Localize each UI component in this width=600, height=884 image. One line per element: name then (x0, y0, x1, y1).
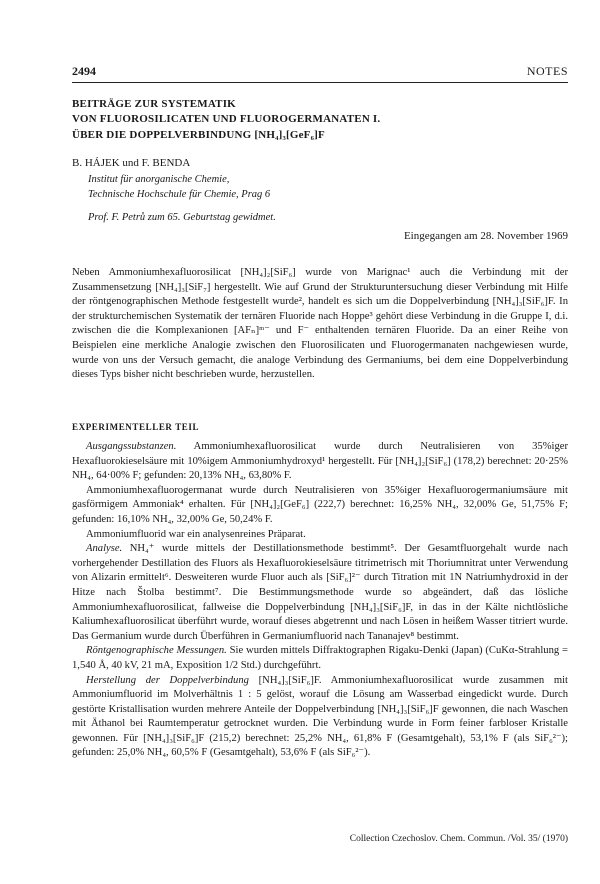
intro-paragraph: Neben Ammoniumhexafluorosilicat [NH₄]₂[SiF₆] wurde von Marignac¹ auch die Verbindung mit der Zusammensetzung [NH₄]₃[SiF₇] hergestellt. Wie auf Grund der Strukturuntersuchung dieser Verbindung mit Hilfe der röntgenographischen Methode festgestellt wurde², handelt es sich um die Doppelverbindung [NH₄]₃[SiF₆]F. In der strukturchemischen Systematik der ternären Fluoride nach Hoppe³ gehört diese Verbindung in die Gruppe I, d.i. zwischen die die Komplexanionen [AFₙ]ᵐ⁻ und F⁻ enthaltenden ternären Fluoride. Da an einer Reihe von Beispielen eine merkliche Analogie zwischen den Fluorosilicaten und Fluorogermanaten nachgewiesen wurde, wurde von uns der Versuch gemacht, die analoge Verbindung des Germaniums, bei dem eine Doppelverbindung dieses Typs bisher nicht beschrieben wurde, herzustellen. (72, 267, 568, 381)
experimental-section (72, 440, 568, 761)
paragraph-text: [NH₄]₃[SiF₆]F. Ammoniumhexafluorosilicat wurde zusammen mit Ammoniumfluorid im Molverhältnis 1 : 5 gelöst, worauf die Lösung am Wasserbad eingedickt wurde. Durch gestörte Kristallisation wurden mehrere Anteile der Doppelverbindung [NH₄]₃[SiF₆]F gewonnen, die nach Waschen mit Äthanol bei Raumtemperatur getrocknet wurden. Die Verbindung wurde in Form feiner farbloser Kristalle gewonnen. Für [NH₄]₃[SiF₆]F (215,2) berechnet: 25,2% NH₄, 61,8% F (Gesamtgehalt), 53,1% F (als SiF₆²⁻); gefunden: 25,0% NH₄, 60,5% F (Gesamtgehalt), 53,6% F (als SiF₆²⁻). (72, 674, 568, 759)
received-date: Eingegangen am 28. November 1969 (403, 230, 568, 242)
paragraph-ammonium-fluoride: Ammoniumfluorid war ein analysenreines Präparat. (86, 528, 306, 540)
journal-footer: Collection Czechoslov. Chem. Commun. /Vol. 35/ (1970) (349, 834, 568, 844)
paragraph-text: NH₄⁺ wurde mittels der Destillationsmethode bestimmt⁵. Der Gesamtfluorgehalt wurde nach vorhergehender Destillation des Fluors als Hexafluorokieselsäure titrimetrisch mit Thoriumnitrat unter Verwendung von Alizarin ermittelt⁶. Desweiteren wurde Fluor auch als [SiF₆]²⁻ durch Titration mit 1N Natriumhydroxid in der Hitze nach Štolba bestimmt⁷. Die Bestimmungsmethode wurde so abgeändert, daß das lösliche Ammoniumhexafluorosilicat, fallweise die Doppelverbindung [NH₄]₃[SiF₆]F, in das in der Kälte nichtlösliche Kaliumhexafluorosilicat überführt wurde, worauf dieses abgetrennt und nach Lösen in heißem Wasser titriert wurde. Das Germanium wurde durch Überführen in Germaniumfluorid nach Tananajev⁸ bestimmt. (72, 543, 568, 642)
dedication: Prof. F. Petrů zum 65. Geburtstag gewidmet. (88, 212, 276, 223)
institution-line-1: Institut für anorganische Chemie, (88, 174, 230, 185)
title-line-2: VON FLUOROSILICATEN UND FLUOROGERMANATEN I. (72, 113, 381, 125)
run-in-heading: Herstellung der Doppelverbindung (86, 674, 249, 686)
section-heading: EXPERIMENTELLER TEIL (72, 422, 200, 432)
paragraph-starting-materials (72, 440, 568, 484)
header-rule (72, 82, 568, 83)
paragraph-analysis (72, 542, 568, 644)
title-line-1: BEITRÄGE ZUR SYSTEMATIK (72, 98, 236, 110)
run-in-heading: Ausgangssubstanzen. (86, 441, 177, 452)
run-in-heading: Analyse. (86, 543, 123, 555)
authors: B. HÁJEK und F. BENDA (72, 157, 191, 169)
run-in-heading: Röntgenographische Messungen. (86, 645, 227, 657)
paragraph-germanate: Ammoniumhexafluorogermanat wurde durch Neutralisieren von 35%iger Hexafluorogermaniumsäure mit gasförmigem Ammoniak⁴ erhalten. Für [NH₄]₂[GeF₆] (222,7) berechnet: 16,25% NH₄, 32,00% Ge, 51,75% F; gefunden: 16,10% NH₄, 32,00% Ge, 50,24% F. (72, 484, 568, 525)
page-number: 2494 (72, 64, 96, 78)
running-header (72, 64, 568, 80)
section-label: NOTES (526, 64, 568, 78)
title-line-3: ÜBER DIE DOPPELVERBINDUNG [NH₄]₃[GeF₆]F (72, 129, 325, 141)
institution-line-2: Technische Hochschule für Chemie, Prag 6 (88, 189, 271, 200)
paragraph-xray (72, 644, 568, 673)
paragraph-text: Sie wurden mittels Diffraktographen Rigaku-Denki (Japan) (CuKα-Strahlung = 1,540 Å, 40 kV, 21 mA, Exposition 1/2 Std.) durchgeführt. (72, 645, 568, 671)
paragraph-text: Ammoniumhexafluorosilicat wurde durch Neutralisieren von 35%iger Hexafluorokieselsäure mit 10%igem Ammoniumhydroxyd¹ hergestellt. Für [NH₄]₂[SiF₆] (178,2) berechnet: 20·25% NH₄, 64·00% F; gefunden: 20,13% NH₄, 63,80% F. (72, 441, 568, 482)
paragraph-preparation (72, 674, 568, 762)
introduction (72, 266, 568, 383)
